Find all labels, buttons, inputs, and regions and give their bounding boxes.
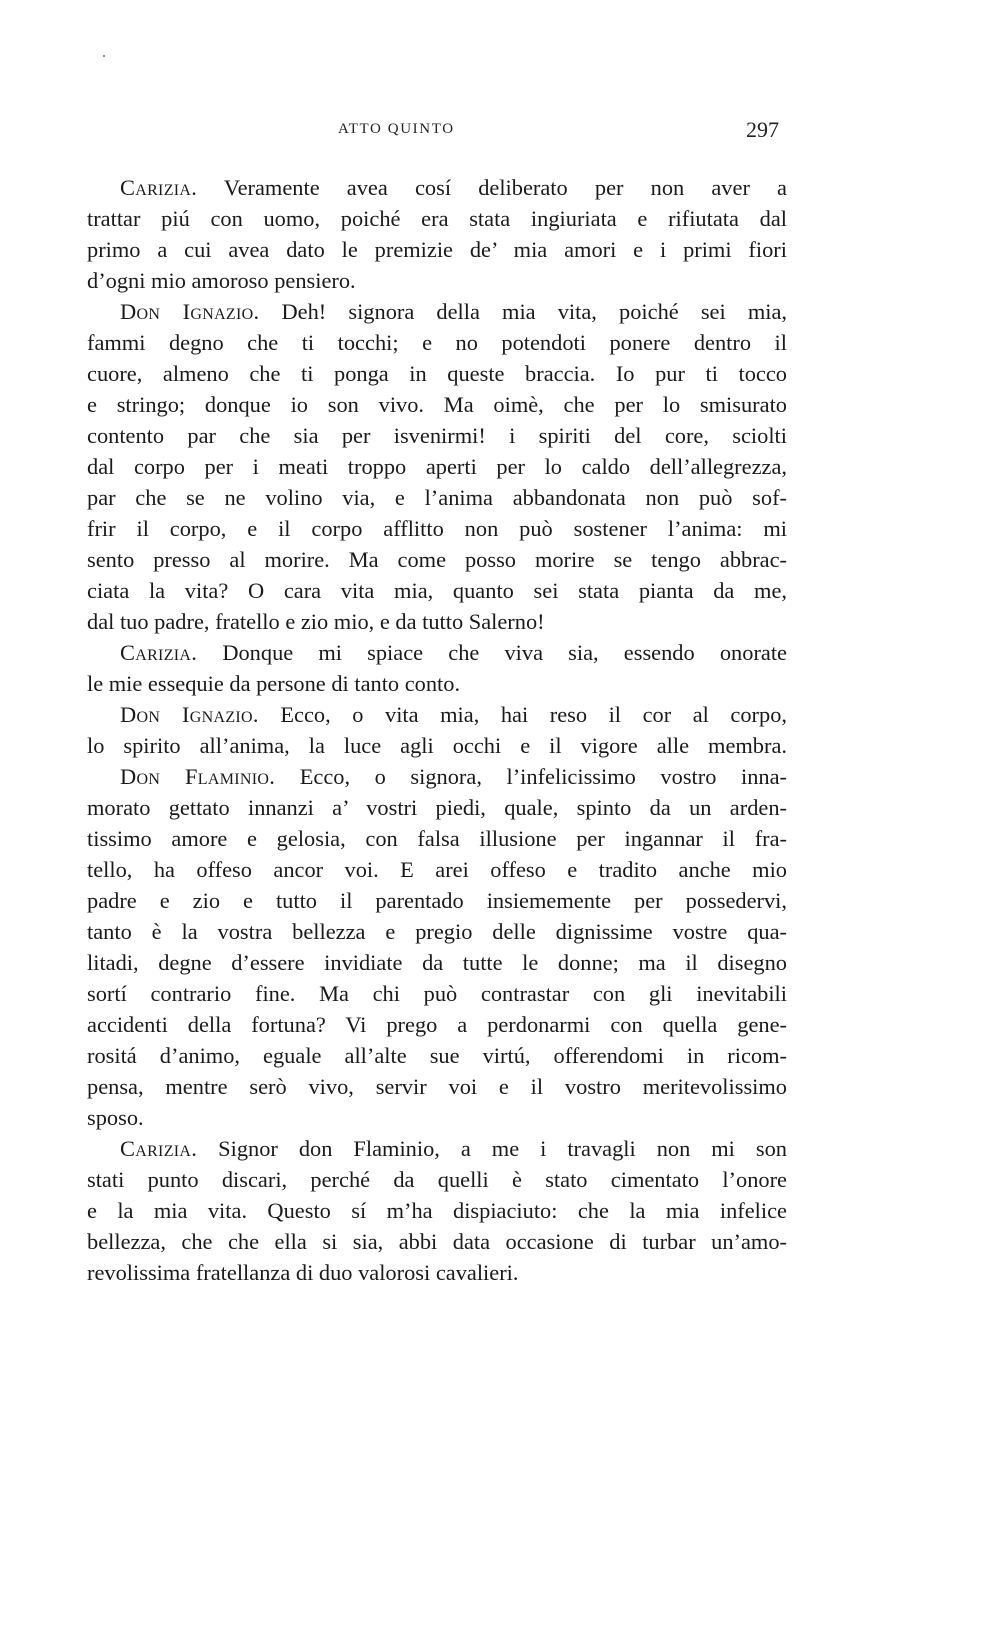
text-line: ciata la vita? O cara vita mia, quanto sei stata pianta da me,	[87, 578, 787, 603]
text-line: litadi, degne d’essere invidiate da tutte le donne; ma il disegno	[87, 950, 787, 975]
text-line: revolissima fratellanza di duo valorosi cavalieri.	[87, 1260, 519, 1285]
text-line: par che se ne volino via, e l’anima abbandonata non può sof-	[87, 485, 787, 510]
text-line: rositá d’animo, eguale all’alte sue virtú, offerendomi in ricom-	[87, 1043, 787, 1068]
text-line: lo spirito all’anima, la luce agli occhi e il vigore alle membra.	[87, 733, 787, 758]
text-line: trattar piú con uomo, poiché era stata ingiuriata e rifiutata dal	[87, 206, 787, 231]
text-line: sposo.	[87, 1105, 144, 1130]
text-line: sento presso al morire. Ma come posso morire se tengo abbrac-	[87, 547, 787, 572]
text-line: accidenti della fortuna? Vi prego a perdonarmi con quella gene-	[87, 1012, 787, 1037]
speaker-name: Don Flaminio.	[120, 764, 276, 789]
text-line: Don Ignazio. Deh! signora della mia vita, poiché sei mia,	[120, 299, 787, 324]
speech-carizia-1	[87, 172, 787, 296]
text-line: Don Ignazio. Ecco, o vita mia, hai reso il cor al corpo,	[120, 702, 787, 727]
text-line: tanto è la vostra bellezza e pregio delle dignissime vostre qua-	[87, 919, 787, 944]
text-line: Don Flaminio. Ecco, o signora, l’infelicissimo vostro inna-	[120, 764, 787, 789]
text-line: bellezza, che che ella si sia, abbi data occasione di turbar un’amo-	[87, 1229, 787, 1254]
speaker-name: Don Ignazio.	[120, 299, 260, 324]
speaker-name: Don Ignazio.	[120, 702, 259, 727]
text-line: dal corpo per i meati troppo aperti per lo caldo dell’allegrezza,	[87, 454, 787, 479]
speaker-name: Carizia.	[120, 640, 198, 665]
text-line: frir il corpo, e il corpo afflitto non può sostener l’anima: mi	[87, 516, 787, 541]
text-line: le mie essequie da persone di tanto conto.	[87, 671, 461, 696]
text-line: tissimo amore e gelosia, con falsa illusione per ingannar il fra-	[87, 826, 787, 851]
speaker-name: Carizia.	[120, 175, 198, 200]
text-line: pensa, mentre serò vivo, servir voi e il vostro meritevolissimo	[87, 1074, 787, 1099]
body-text	[87, 172, 787, 1288]
text-line: e stringo; donque io son vivo. Ma oimè, che per lo smisurato	[87, 392, 787, 417]
text-line: e la mia vita. Questo sí m’ha dispiaciuto: che la mia infelice	[87, 1198, 787, 1223]
text-line: fammi degno che ti tocchi; e no potendoti ponere dentro il	[87, 330, 787, 355]
text-line: tello, ha offeso ancor voi. E arei offeso e tradito anche mio	[87, 857, 787, 882]
text-line: d’ogni mio amoroso pensiero.	[87, 268, 356, 293]
text-line: Carizia. Veramente avea cosí deliberato per non aver a	[120, 175, 787, 200]
speech-carizia-3	[87, 1133, 787, 1288]
text-line: stati punto discari, perché da quelli è stato cimentato l’onore	[87, 1167, 787, 1192]
speech-don-ignazio-1	[87, 296, 787, 637]
running-head	[0, 119, 1005, 143]
text-line: Carizia. Donque mi spiace che viva sia, essendo onorate	[120, 640, 787, 665]
text-line: morato gettato innanzi a’ vostri piedi, quale, spinto da un arden-	[87, 795, 787, 820]
text-line: cuore, almeno che ti ponga in queste braccia. Io pur ti tocco	[87, 361, 787, 386]
speech-carizia-2	[87, 637, 787, 699]
text-line: Carizia. Signor don Flaminio, a me i travagli non mi son	[120, 1136, 787, 1161]
scan-speck	[103, 55, 105, 57]
text-line: primo a cui avea dato le premizie de’ mia amori e i primi fiori	[87, 237, 787, 262]
page-number: 297	[746, 117, 779, 142]
text-line: sortí contrario fine. Ma chi può contrastar con gli inevitabili	[87, 981, 787, 1006]
text-line: padre e zio e tutto il parentado insiememente per possedervi,	[87, 888, 787, 913]
speech-don-flaminio	[87, 761, 787, 1133]
text-line: dal tuo padre, fratello e zio mio, e da tutto Salerno!	[87, 609, 545, 634]
speaker-name: Carizia.	[120, 1136, 198, 1161]
speech-don-ignazio-2	[87, 699, 787, 761]
running-title: ATTO QUINTO	[338, 121, 455, 137]
text-line: contento par che sia per isvenirmi! i spiriti del core, sciolti	[87, 423, 787, 448]
